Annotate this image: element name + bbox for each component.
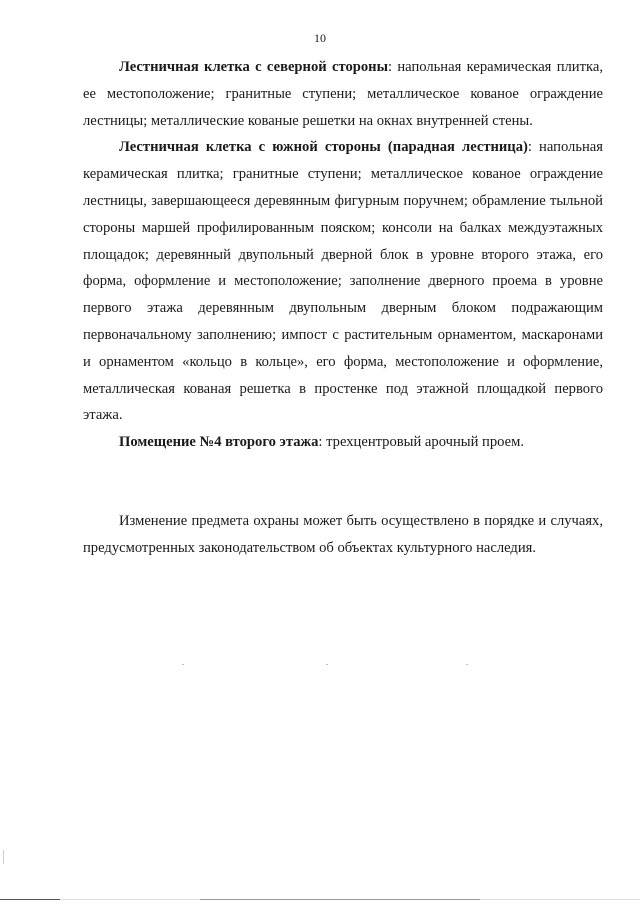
scan-dot: [182, 664, 184, 665]
paragraph-spacer: [83, 456, 603, 508]
page-number: 10: [314, 31, 326, 45]
document-body: [83, 54, 603, 562]
paragraph-text: : напольная керамическая плитка; гранитные ступени; металлическое кованое ограждение лестницы, завершающееся деревянным фигурным поручнем; обрамление тыльной стороны маршей профилированным пояском; консоли на балках междуэтажных площадок; деревянный двупольный дверной блок в уровне второго этажа, его форма, оформление и местоположение; заполнение дверного проема в уровне первого этажа деревянным двупольным дверным блоком подражающим первоначальному заполнению; импост с растительным орнаментом, маскаронами и орнаментом «кольцо в кольце», его форма, местоположение и оформление, металлическая кованая решетка в простенке под этажной площадкой первого этажа.: [83, 139, 603, 424]
paragraph-text: : трехцентровый арочный проем.: [318, 434, 524, 451]
paragraph-south-staircase: [83, 134, 603, 429]
scan-dot: [466, 664, 468, 665]
scan-dot: [326, 664, 328, 665]
scan-edge-line: [0, 899, 640, 900]
paragraph-heading: Лестничная клетка с южной стороны (парадная лестница): [119, 139, 528, 156]
paragraph-closing: Изменение предмета охраны может быть осуществлено в порядке и случаях, предусмотренных законодательством об объектах культурного наследия.: [83, 512, 603, 556]
paragraph-room-4: [83, 429, 603, 456]
paragraph-heading: Лестничная клетка с северной стороны: [119, 59, 388, 75]
paragraph-text: : напольная керамическая плитка, ее местоположение; гранитные ступени; металлическое кованое ограждение лестницы; металлические кованые решетки на окнах внутренней стены.: [83, 59, 603, 129]
scan-mark: [3, 850, 4, 864]
paragraph-heading: Помещение №4 второго этажа: [119, 434, 319, 451]
paragraph-north-staircase: [83, 54, 603, 134]
